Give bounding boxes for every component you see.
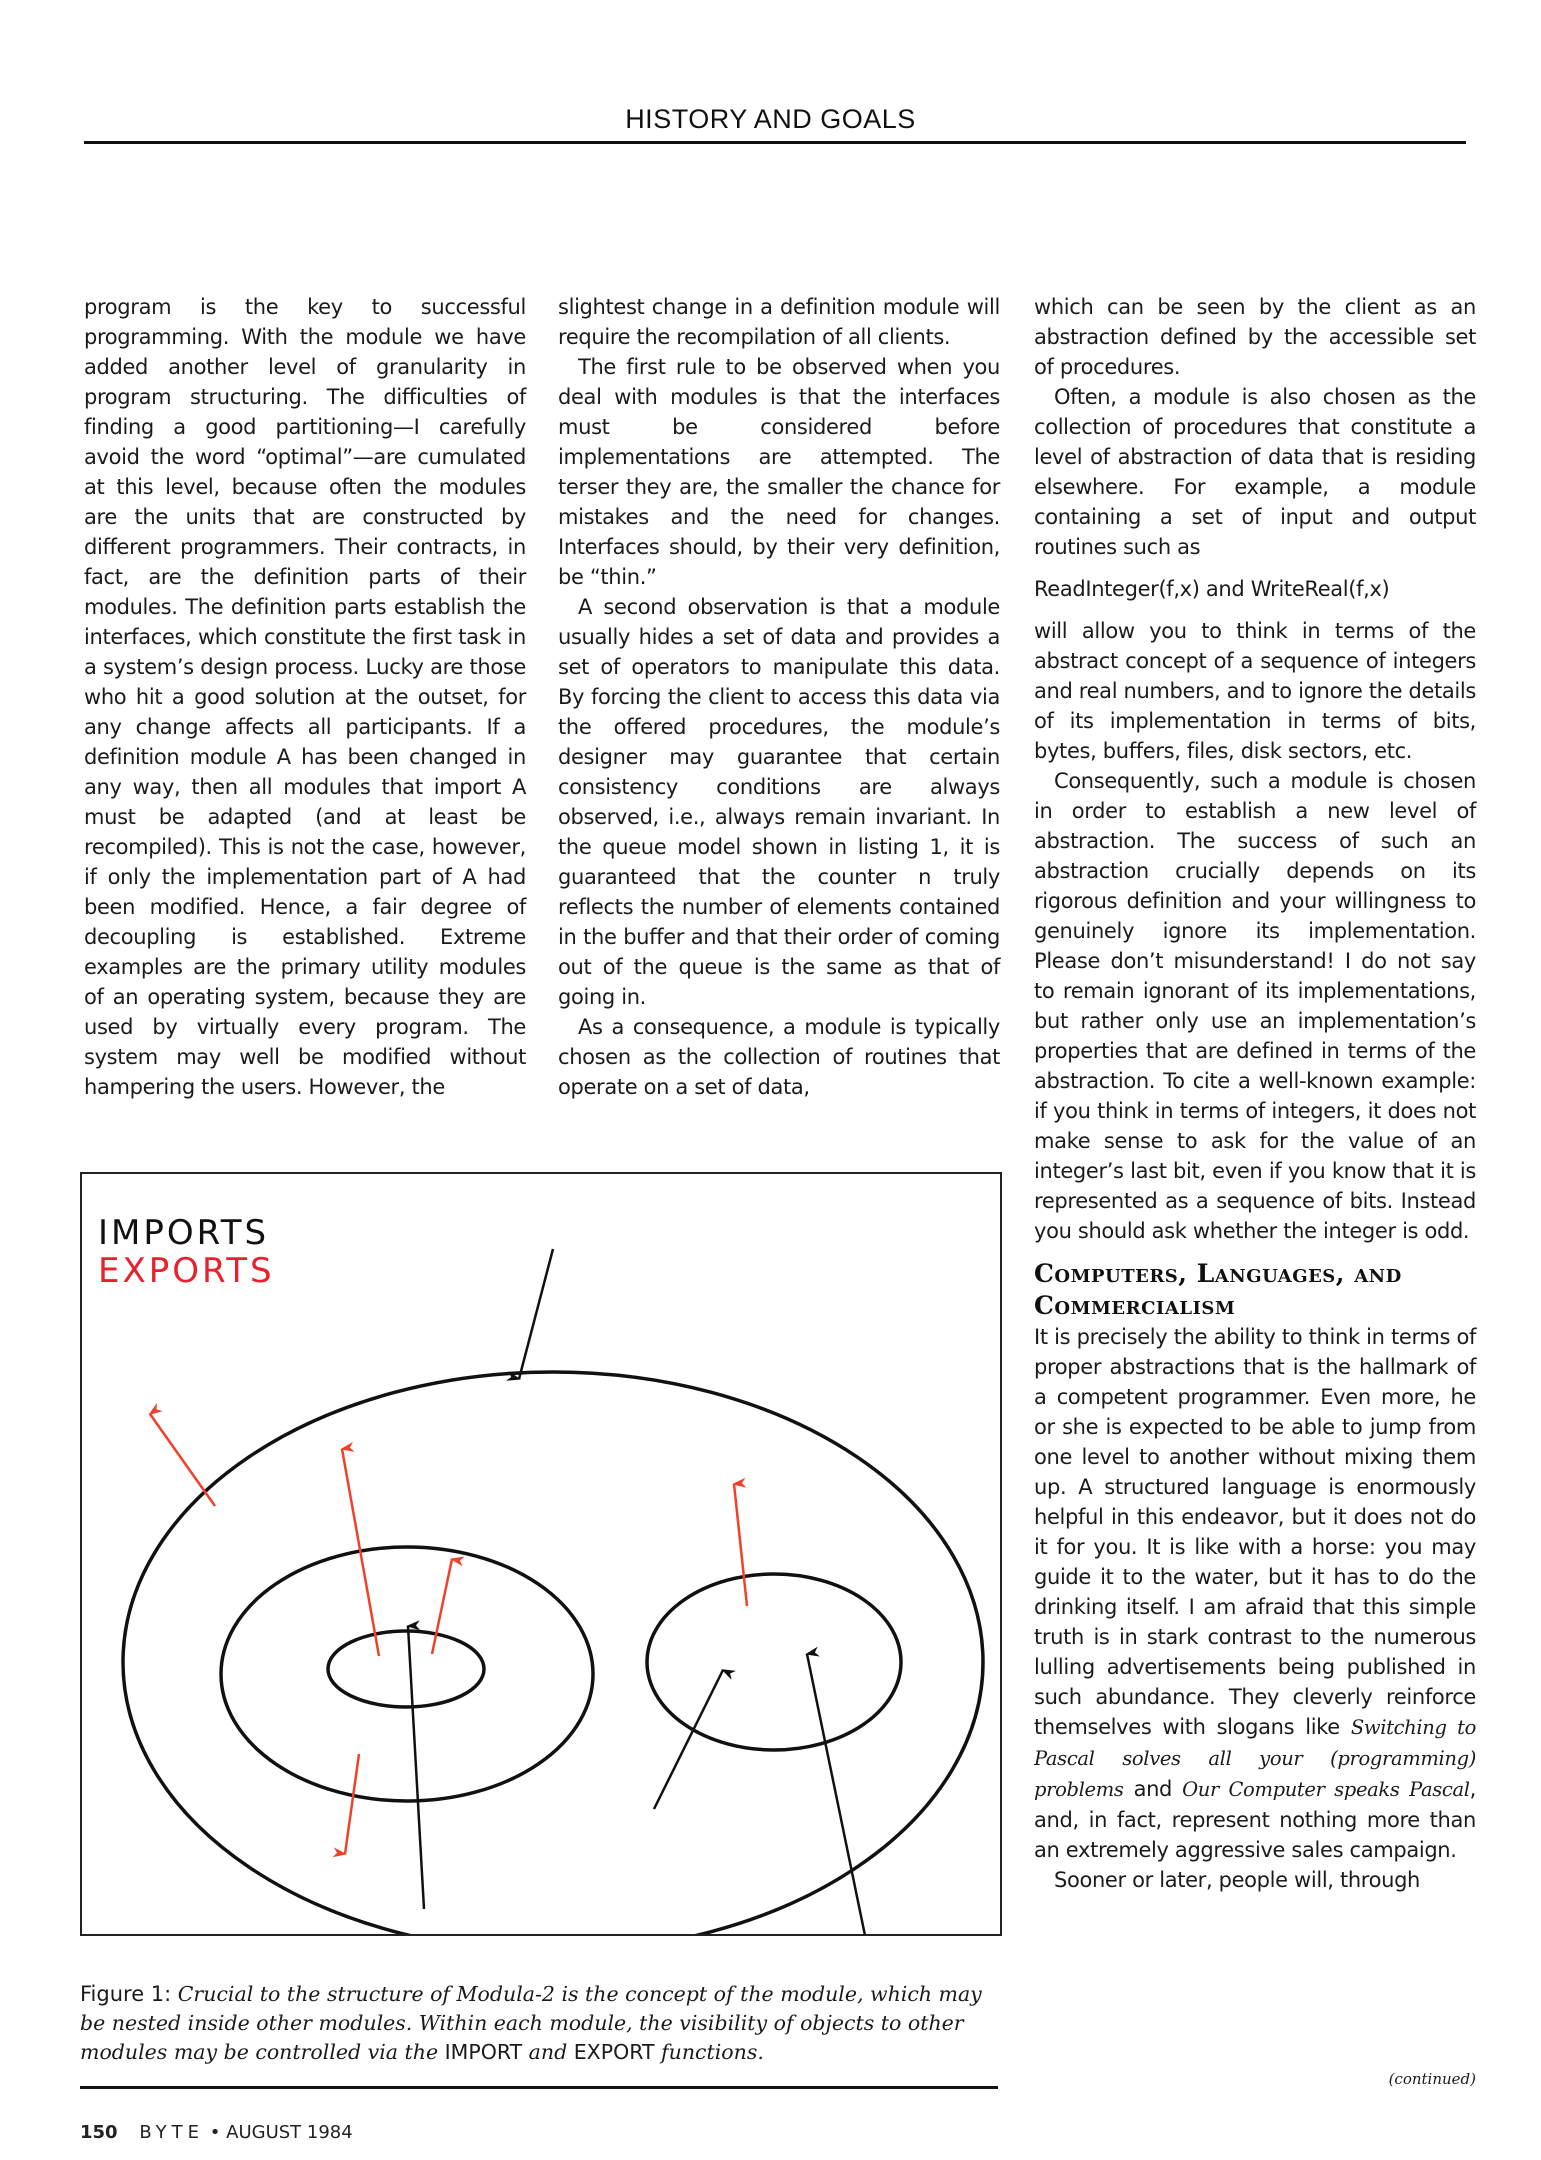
paragraph: Often, a module is also chosen as the collection of procedures that constitute a level of abstraction of data that is residing elsewhere. For example, a module containing a set of input and output routines such as: [1034, 385, 1476, 559]
paragraph-text: It is precisely the ability to think in terms of proper abstractions that is the hallmark of a competent programmer. Even more, he or she is expected to be able to jump from one level to another without mixing them up. A structured language is enormously helpful in this endeavor, but it does not do it for you. It is like with a horse: you may guide it to the water, but it has to do the drinking itself. I am afraid that this simple truth is in stark contrast to the numerous lulling advertisements being published in such abundance. They cleverly reinforce themselves with slogans like: [1034, 1325, 1476, 1739]
slogan-2: Our Computer speaks Pascal: [1182, 1778, 1470, 1801]
caption-keyword-import: IMPORT: [444, 2040, 523, 2064]
caption-keyword-export: EXPORT: [573, 2040, 655, 2064]
magazine-name: BYTE: [139, 2122, 205, 2143]
paragraph: Consequently, such a module is chosen in order to establish a new level of abstraction. The success of such an abstraction crucially depends on its rigorous definition and your willingness to genuinely ignore its implementation. Please don’t misunderstand! I do not say to remain ignorant of its implementations, but rather only use an implementation’s properties that are defined in terms of the abstraction. To cite a well-known example: if you think in terms of integers, it does not make sense to ask for the value of an integer’s last bit, even if you know that it is represented as a sequence of bits. Instead you should ask whether the integer is odd.: [1034, 769, 1476, 1243]
paragraph: A second observation is that a module usually hides a set of data and provides a set of operators to manipulate this data. By forcing the client to access this data via the offered procedures, the module’s designer may guarantee that certain consistency conditions are always observed, i.e., always remain invariant. In the queue model shown in listing 1, it is guaranteed that the counter n truly reflects the number of elements contained in the buffer and that their order of coming out of the queue is the same as that of going in.: [558, 595, 1000, 1009]
import-arrow: [408, 1626, 424, 1909]
header-rule: [84, 141, 1466, 144]
inner-module-ellipse: [328, 1631, 484, 1707]
paragraph: slightest change in a definition module will require the recompilation of all clients.: [558, 295, 1000, 349]
paragraph: which can be seen by the client as an abstraction defined by the accessible set of procedures.: [1034, 295, 1476, 379]
column-3: [1034, 292, 1476, 1895]
outer-module-ellipse: [123, 1372, 983, 1934]
paragraph: [1034, 1322, 1476, 1865]
issue-date: AUGUST 1984: [226, 2122, 353, 2143]
section-heading: Computers, Languages, and Commercialism: [1034, 1259, 1402, 1320]
footer-separator: •: [209, 2122, 221, 2143]
figure-caption: [80, 1980, 1010, 2067]
caption-text: and: [522, 2040, 574, 2064]
paragraph: The first rule to be observed when you deal with modules is that the interfaces must be considered before implementations are attempted. The terser they are, the smaller the chance for mistakes and the need for changes. Interfaces should, by their very definition, be “thin.”: [558, 355, 1000, 589]
page-footer: [80, 2122, 353, 2143]
caption-text: Crucial to the structure of Modula-2 is the concept of the module, which may be nested inside other modules. Within each module, the visibility of objects to other modules may be controlled via the: [80, 1982, 982, 2064]
caption-label: Figure 1:: [80, 1982, 172, 2006]
continued-note: (continued): [1388, 2070, 1476, 2088]
middle-module-ellipse: [221, 1547, 593, 1801]
export-arrow: [734, 1484, 747, 1606]
import-arrow: [519, 1249, 553, 1379]
right-module-ellipse: [647, 1574, 901, 1750]
column-1: [84, 292, 526, 1102]
column-2: [558, 292, 1000, 1102]
paragraph-text: and: [1123, 1777, 1183, 1801]
legend-exports: EXPORTS: [98, 1251, 275, 1291]
slogan-1: Switching to Pascal solves all your (programming) problems: [1034, 1716, 1476, 1801]
paragraph: Sooner or later, people will, through: [1054, 1868, 1421, 1892]
legend-imports: IMPORTS: [98, 1213, 270, 1253]
export-arrow: [432, 1559, 452, 1654]
module-diagram: [82, 1174, 1000, 1934]
caption-rule: [80, 2086, 998, 2089]
caption-text: functions.: [654, 2040, 764, 2064]
export-arrow: [150, 1414, 215, 1506]
page-number: 150: [80, 2122, 118, 2143]
running-head: HISTORY AND GOALS: [625, 104, 916, 134]
export-arrow: [345, 1754, 359, 1854]
code-example: ReadInteger(f,x) and WriteReal(f,x): [1034, 577, 1390, 601]
paragraph: program is the key to successful programming. With the module we have added another level of granularity in program structuring. The difficulties of finding a good partitioning—I carefully avoid the word “optimal”—are cumulated at this level, because often the modules are the units that are constructed by different programmers. Their contracts, in fact, are the definition parts of their modules. The definition parts establish the interfaces, which constitute the first task in a system’s design process. Lucky are those who hit a good solution at the outset, for any change affects all participants. If a definition module A has been changed in any way, then all modules that import A must be adapted (and at least be recompiled). This is not the case, however, if only the implementation part of A had been modified. Hence, a fair degree of decoupling is established. Extreme examples are the primary utility modules of an operating system, because they are used by virtually every program. The system may well be modified without hampering the users. However, the: [84, 295, 526, 1099]
paragraph: As a consequence, a module is typically chosen as the collection of routines that operate on a set of data,: [558, 1015, 1000, 1099]
paragraph-text: , and, in fact, represent nothing more than an extremely aggressive sales campaign.: [1034, 1777, 1476, 1862]
paragraph: will allow you to think in terms of the abstract concept of a sequence of integers and real numbers, and to ignore the details of its implementation in terms of bits, bytes, buffers, files, disk sectors, etc.: [1034, 619, 1476, 763]
figure-1: [80, 1172, 1002, 1936]
